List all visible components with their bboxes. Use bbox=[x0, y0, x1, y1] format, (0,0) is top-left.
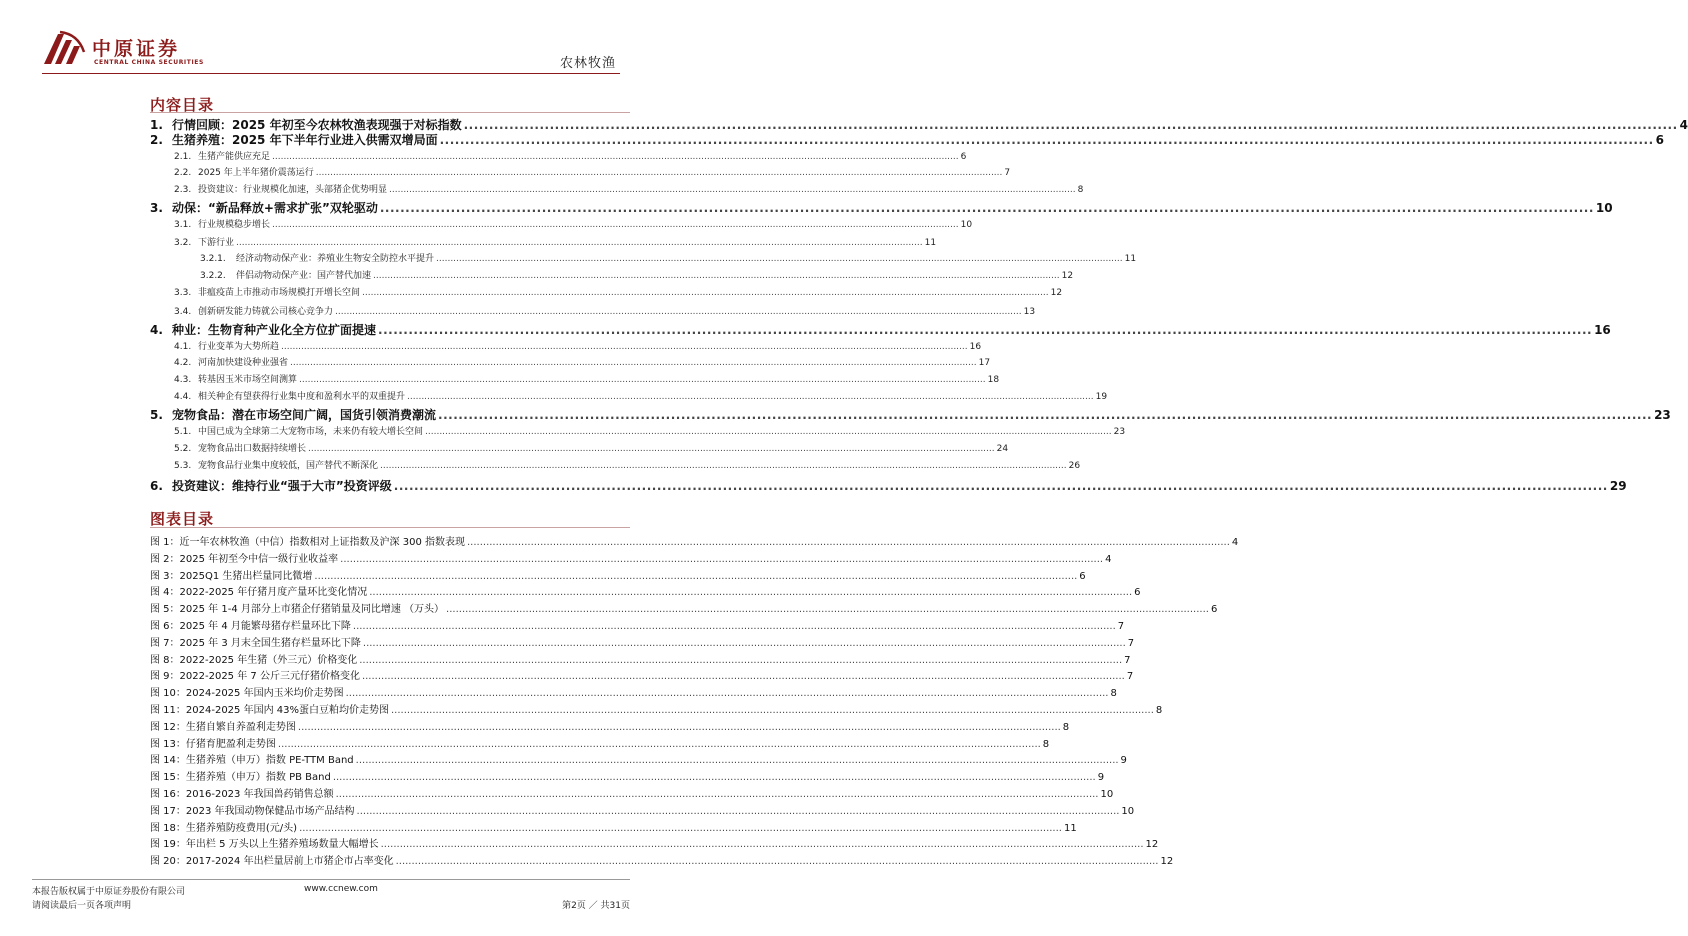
figure-entry[interactable] bbox=[150, 634, 1135, 649]
figure-entry-text: 图 19：年出栏 5 万头以上生猪养殖场数量大幅增长 bbox=[150, 839, 379, 851]
toc-entry-text: 河南加快建设种业强省 bbox=[198, 358, 289, 368]
figure-entry-text: 图 9：2022-2025 年 7 公斤三元仔猪价格变化 bbox=[150, 671, 360, 683]
figure-entry[interactable] bbox=[150, 802, 1135, 817]
toc-entry-page: 11 bbox=[1124, 254, 1137, 264]
toc-entry-page: 23 bbox=[1654, 408, 1671, 422]
dot-leader bbox=[357, 806, 1120, 817]
toc-entry[interactable] bbox=[150, 424, 1126, 437]
figure-entry-text: 图 13：仔猪育肥盈利走势图 bbox=[150, 738, 276, 750]
figure-entry[interactable] bbox=[150, 768, 1105, 784]
figure-entry[interactable] bbox=[150, 583, 1141, 599]
dot-leader bbox=[362, 671, 1125, 682]
figure-entry[interactable] bbox=[150, 617, 1125, 632]
figure-entry-page: 10 bbox=[1100, 789, 1114, 800]
header-divider bbox=[42, 73, 620, 74]
toc-entry-text: 宠物食品行业集中度较低，国产替代不断深化 bbox=[198, 461, 379, 471]
toc-entry-number: 4.1. bbox=[174, 342, 192, 352]
figure-entry-text: 图 6：2025 年 4 月能繁母猪存栏量环比下降 bbox=[150, 621, 351, 632]
figure-entry[interactable] bbox=[150, 819, 1077, 834]
dot-leader bbox=[272, 220, 959, 230]
dot-leader bbox=[438, 408, 1652, 422]
toc-entry-text: 2025 年上半年猪价震荡运行 bbox=[198, 168, 314, 178]
dot-leader bbox=[425, 427, 1112, 437]
toc-entry[interactable] bbox=[150, 355, 991, 368]
toc-entry-text: 经济动物动保产业：养殖业生物安全防控水平提升 bbox=[236, 254, 435, 264]
dot-leader bbox=[373, 271, 1060, 281]
toc-entry-number: 5.3. bbox=[174, 461, 192, 471]
figure-entry-page: 7 bbox=[1124, 654, 1131, 666]
logo-english-name: CENTRAL CHINA SECURITIES bbox=[94, 59, 204, 66]
toc-entry[interactable] bbox=[150, 372, 1000, 385]
toc-entry-number: 3.2. bbox=[174, 238, 192, 248]
toc-entry[interactable] bbox=[150, 149, 967, 162]
figure-entry[interactable] bbox=[150, 651, 1131, 666]
toc-entry-page: 10 bbox=[960, 220, 973, 230]
toc-entry[interactable] bbox=[150, 389, 1108, 402]
figure-entry-page: 8 bbox=[1155, 705, 1163, 716]
dot-leader bbox=[290, 358, 977, 368]
footer-divider bbox=[32, 879, 630, 880]
figure-entry[interactable] bbox=[150, 550, 1112, 565]
figure-entry-text: 图 16：2016-2023 年我国兽药销售总额 bbox=[150, 789, 334, 800]
toc-entry-text: 伴侣动物动保产业：国产替代加速 bbox=[236, 271, 372, 281]
toc-entry-number: 3.2.2. bbox=[200, 271, 226, 281]
figure-entry[interactable] bbox=[150, 735, 1050, 750]
dot-leader bbox=[278, 739, 1041, 750]
figure-entry[interactable] bbox=[150, 751, 1127, 767]
toc-entry-number: 3.1. bbox=[174, 220, 192, 230]
toc-entry-text: 动保：“新品释放+需求扩张”双轮驱动 bbox=[172, 201, 378, 215]
dot-leader bbox=[316, 168, 1003, 178]
toc-entry-number: 5.2. bbox=[174, 444, 192, 454]
figure-entry-page: 12 bbox=[1160, 856, 1174, 868]
toc-entry-text: 宠物食品：潜在市场空间广阔，国货引领消费潮流 bbox=[172, 408, 437, 422]
toc-title-rule bbox=[150, 112, 630, 113]
dot-leader bbox=[236, 238, 923, 248]
figure-entry[interactable] bbox=[150, 567, 1086, 582]
toc-entry-page: 7 bbox=[1004, 168, 1011, 178]
figure-entry-page: 10 bbox=[1121, 805, 1135, 817]
dot-leader bbox=[281, 342, 968, 352]
figure-entry-page: 7 bbox=[1127, 637, 1135, 649]
figure-entry-text: 图 20：2017-2024 年出栏量居前上市猪企市占率变化 bbox=[150, 856, 394, 868]
dot-leader bbox=[314, 571, 1077, 582]
figure-entry-text: 图 8：2022-2025 年生猪（外三元）价格变化 bbox=[150, 654, 358, 666]
dot-leader bbox=[446, 604, 1209, 615]
figure-entry[interactable] bbox=[150, 533, 1239, 548]
toc-entry-page: 12 bbox=[1050, 288, 1063, 298]
toc-entry[interactable] bbox=[150, 182, 1084, 195]
toc-entry[interactable] bbox=[150, 268, 1074, 281]
toc-entry-text: 生猪养殖：2025 年下半年行业进入供需双增局面 bbox=[172, 133, 438, 147]
figure-entry[interactable] bbox=[150, 835, 1159, 851]
dot-leader bbox=[346, 688, 1109, 699]
dot-leader bbox=[298, 722, 1061, 733]
footer-website-link[interactable]: www.ccnew.com bbox=[304, 884, 378, 894]
toc-entry-text: 行业规模稳步增长 bbox=[198, 220, 271, 230]
dot-leader bbox=[389, 185, 1076, 195]
dot-leader bbox=[436, 254, 1123, 264]
toc-entry-number: 1. bbox=[150, 118, 163, 132]
toc-entry-page: 29 bbox=[1609, 479, 1627, 493]
dot-leader bbox=[467, 537, 1230, 548]
dot-leader bbox=[378, 323, 1592, 337]
toc-entry-text: 下游行业 bbox=[198, 238, 235, 248]
toc-entry[interactable] bbox=[150, 458, 1081, 471]
toc-entry[interactable] bbox=[150, 235, 937, 248]
toc-entry[interactable] bbox=[150, 131, 1664, 148]
figure-entry-text: 图 5：2025 年 1-4 月部分上市猪企仔猪销量及同比增速 （万头） bbox=[150, 604, 445, 616]
toc-entry-text: 非瘟疫苗上市推动市场规模打开增长空间 bbox=[198, 288, 361, 298]
figure-entry-text: 图 17：2023 年我国动物保健品市场产品结构 bbox=[150, 805, 355, 817]
figure-entry-text: 图 18：生猪养殖防疫费用(元/头) bbox=[150, 822, 298, 834]
toc-entry[interactable] bbox=[150, 165, 1011, 178]
toc-entry-page: 6 bbox=[960, 152, 967, 162]
toc-entry-text: 行情回顾：2025 年初至今农林牧渔表现强于对标指数 bbox=[172, 118, 462, 132]
dot-leader bbox=[396, 856, 1159, 867]
toc-entry[interactable] bbox=[150, 321, 1611, 338]
figure-entry-page: 8 bbox=[1062, 721, 1070, 733]
figure-entry-page: 4 bbox=[1231, 537, 1239, 548]
figure-entry-page: 8 bbox=[1042, 738, 1050, 750]
dot-leader bbox=[391, 705, 1154, 716]
dot-leader bbox=[380, 461, 1067, 471]
dot-leader bbox=[272, 152, 959, 162]
toc-entry-page: 10 bbox=[1595, 201, 1613, 215]
toc-entry-text: 投资建议：维持行业“强于大市”投资评级 bbox=[172, 479, 392, 493]
toc-entry-page: 8 bbox=[1077, 185, 1084, 195]
dot-leader bbox=[440, 133, 1654, 147]
figure-entry-text: 图 4：2022-2025 年仔猪月度产量环比变化情况 bbox=[150, 587, 368, 599]
toc-entry-text: 相关种企有望获得行业集中度和盈利水平的双重提升 bbox=[198, 392, 406, 402]
dot-leader bbox=[381, 839, 1144, 850]
toc-entry-text: 行业变革为大势所趋 bbox=[198, 342, 280, 352]
dot-leader bbox=[308, 444, 995, 454]
toc-entry-page: 19 bbox=[1095, 392, 1108, 402]
dot-leader bbox=[299, 375, 986, 385]
figure-entry[interactable] bbox=[150, 701, 1163, 716]
toc-entry-page: 24 bbox=[996, 444, 1009, 454]
figure-entry-text: 图 1：近一年农林牧渔（中信）指数相对上证指数及沪深 300 指数表现 bbox=[150, 537, 465, 548]
dot-leader bbox=[356, 755, 1119, 766]
dot-leader bbox=[333, 772, 1096, 783]
figure-entry-text: 图 7：2025 年 3 月末全国生猪存栏量环比下降 bbox=[150, 637, 361, 649]
dot-leader bbox=[369, 587, 1132, 598]
toc-entry[interactable] bbox=[150, 304, 1036, 317]
footer-disclaimer: 请阅读最后一页各项声明 bbox=[32, 901, 132, 911]
toc-entry-page: 12 bbox=[1061, 271, 1074, 281]
toc-entry[interactable] bbox=[150, 285, 1063, 298]
footer-page-number: 第2页 ／ 共31页 bbox=[562, 901, 630, 911]
figure-entry-page: 7 bbox=[1117, 621, 1125, 632]
toc-entry-number: 4.4. bbox=[174, 392, 192, 402]
page-header bbox=[0, 0, 662, 80]
dot-leader bbox=[336, 789, 1099, 800]
dot-leader bbox=[340, 554, 1103, 565]
toc-entry-text: 生猪产能供应充足 bbox=[198, 152, 271, 162]
dot-leader bbox=[359, 655, 1122, 666]
figure-entry-text: 图 12：生猪自繁自养盈利走势图 bbox=[150, 721, 296, 733]
toc-entry-number: 2.3. bbox=[174, 185, 192, 195]
toc-entry-number: 4.2. bbox=[174, 358, 192, 368]
toc-entry-text: 中国已成为全球第二大宠物市场，未来仍有较大增长空间 bbox=[198, 427, 424, 437]
dot-leader bbox=[363, 638, 1126, 649]
toc-entry-text: 创新研发能力铸就公司核心竞争力 bbox=[198, 307, 334, 317]
figure-entry-page: 12 bbox=[1145, 839, 1159, 851]
figure-entry-page: 6 bbox=[1134, 587, 1141, 599]
logo-chinese-name: 中原证券 bbox=[92, 38, 181, 60]
toc-entry-text: 转基因玉米市场空间测算 bbox=[198, 375, 298, 385]
toc-entry[interactable] bbox=[150, 339, 982, 352]
toc-entry-number: 2.1. bbox=[174, 152, 192, 162]
dot-leader bbox=[335, 307, 1022, 317]
dot-leader bbox=[407, 392, 1094, 402]
toc-entry-number: 3.3. bbox=[174, 288, 192, 298]
toc-entry-page: 16 bbox=[969, 342, 982, 352]
toc-entry-page: 23 bbox=[1113, 427, 1126, 437]
toc-entry-number: 5.1. bbox=[174, 427, 192, 437]
toc-entry-text: 种业：生物育种产业化全方位扩面提速 bbox=[172, 323, 377, 337]
figure-entry[interactable] bbox=[150, 684, 1117, 700]
toc-title: 内容目录 bbox=[150, 96, 215, 114]
toc-entry[interactable] bbox=[150, 217, 973, 230]
toc-entry[interactable] bbox=[150, 441, 1009, 454]
figures-title-rule bbox=[150, 527, 630, 528]
toc-entry-text: 投资建议：行业规模化加速，头部猪企优势明显 bbox=[198, 185, 388, 195]
figure-entry-page: 11 bbox=[1063, 822, 1077, 834]
figure-entry-page: 7 bbox=[1126, 671, 1134, 683]
toc-entry[interactable] bbox=[150, 251, 1137, 264]
toc-entry-number: 5. bbox=[150, 408, 163, 422]
toc-entry-page: 6 bbox=[1655, 133, 1664, 147]
toc-entry-number: 3. bbox=[150, 201, 163, 215]
dot-leader bbox=[353, 621, 1116, 632]
toc-entry-number: 6. bbox=[150, 479, 163, 493]
toc-entry-page: 26 bbox=[1068, 461, 1081, 471]
figure-entry[interactable] bbox=[150, 718, 1070, 733]
figure-entry-page: 6 bbox=[1079, 570, 1086, 582]
toc-entry-text: 宠物食品出口数据持续增长 bbox=[198, 444, 307, 454]
toc-entry-page: 16 bbox=[1594, 323, 1611, 337]
dot-leader bbox=[299, 823, 1062, 834]
dot-leader bbox=[394, 479, 1608, 493]
industry-category: 农林牧渔 bbox=[559, 56, 616, 71]
logo-icon bbox=[42, 30, 86, 68]
figure-entry-text: 图 15：生猪养殖（申万）指数 PB Band bbox=[150, 772, 331, 784]
toc-entry[interactable] bbox=[150, 199, 1613, 216]
toc-entry-page: 18 bbox=[987, 375, 1000, 385]
toc-entry-number: 4. bbox=[150, 323, 163, 337]
figure-entry[interactable] bbox=[150, 600, 1218, 616]
toc-entry-number: 3.2.1. bbox=[200, 254, 226, 264]
footer-copyright: 本报告版权属于中原证券股份有限公司 bbox=[32, 887, 186, 897]
toc-entry[interactable] bbox=[150, 406, 1671, 423]
figure-entry[interactable] bbox=[150, 852, 1174, 868]
figure-entry-page: 8 bbox=[1110, 688, 1117, 700]
toc-entry-number: 4.3. bbox=[174, 375, 192, 385]
figure-entry-text: 图 14：生猪养殖（申万）指数 PE-TTM Band bbox=[150, 755, 354, 767]
figure-entry-text: 图 3：2025Q1 生猪出栏量同比微增 bbox=[150, 570, 313, 582]
toc-entry-page: 11 bbox=[924, 238, 937, 248]
figure-entry-page: 6 bbox=[1210, 604, 1218, 616]
figure-entry[interactable] bbox=[150, 667, 1134, 683]
toc-entry-number: 3.4. bbox=[174, 307, 192, 317]
figure-entry-text: 图 2：2025 年初至今中信一级行业收益率 bbox=[150, 553, 339, 565]
dot-leader bbox=[380, 201, 1594, 215]
toc-entry-page: 4 bbox=[1679, 118, 1688, 132]
toc-entry-number: 2.2. bbox=[174, 168, 192, 178]
figure-entry-page: 9 bbox=[1097, 772, 1105, 784]
toc-entry-number: 2. bbox=[150, 133, 163, 147]
toc-entry-page: 13 bbox=[1023, 307, 1036, 317]
dot-leader bbox=[362, 288, 1049, 298]
toc-entry[interactable] bbox=[150, 477, 1627, 494]
figure-entry-text: 图 10：2024-2025 年国内玉米均价走势图 bbox=[150, 688, 344, 700]
dot-leader bbox=[464, 118, 1678, 132]
toc-entry-page: 17 bbox=[978, 358, 991, 368]
figure-entry-page: 9 bbox=[1120, 755, 1127, 767]
figures-title: 图表目录 bbox=[150, 510, 215, 528]
figure-entry-page: 4 bbox=[1105, 553, 1112, 565]
figure-entry-text: 图 11：2024-2025 年国内 43%蛋白豆粕均价走势图 bbox=[150, 705, 389, 716]
figure-entry[interactable] bbox=[150, 785, 1114, 800]
